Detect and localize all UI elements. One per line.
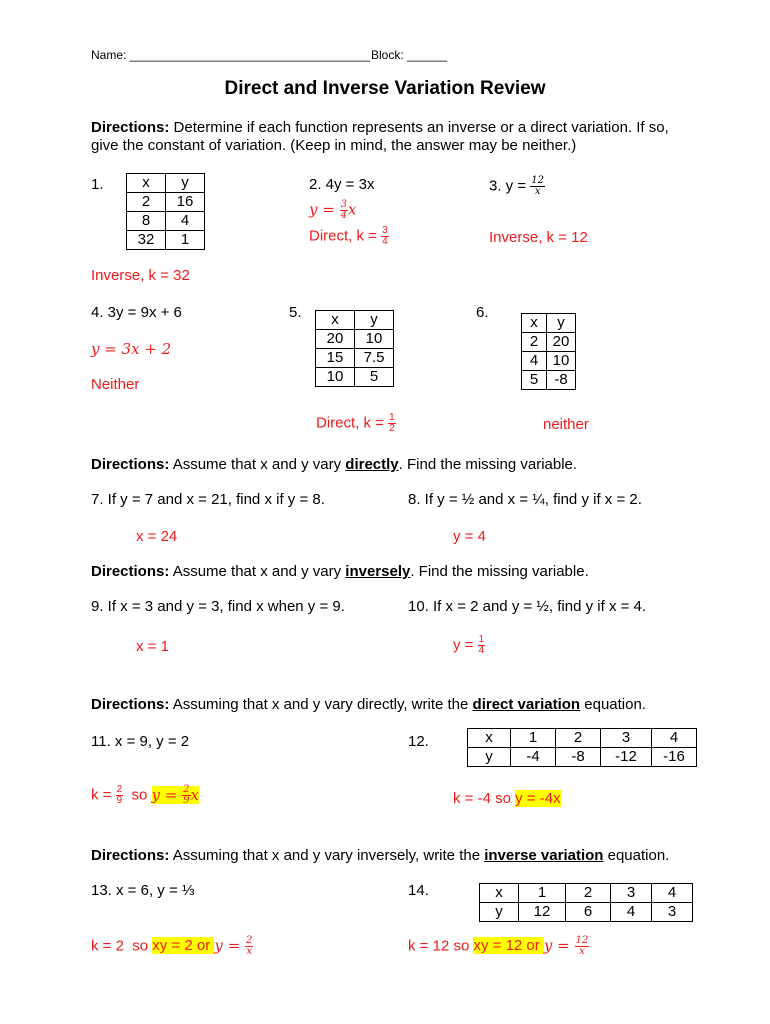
problem-1-number: 1. [91,176,104,193]
problem-5-table: x y 20 10 15 7.5 10 5 [315,310,394,387]
problem-4-work: y = 3x + 2 [91,340,172,358]
problem-3-answer: Inverse, k = 12 [489,229,588,246]
problem-4-answer: Neither [91,376,140,393]
problem-13-answer: k = 2 so xy = 2 or y = $\frac{2}{x}$ [91,935,253,957]
problem-8-answer: y = 4 [453,528,486,545]
problem-6-answer: neither [543,416,589,433]
directions-1-line1: Directions: Determine if each function represents an inverse or a direct variation. If so, [91,119,669,136]
problem-2-answer: Direct, k = $\frac{3}{4}$ [309,225,388,247]
directions-5: Directions: Assuming that x and y vary inversely, write the inverse variation equation. [91,847,670,864]
problem-9-label: 9. If x = 3 and y = 3, find x when y = 9. [91,598,345,615]
problem-7-answer: x = 24 [136,528,178,545]
page-title: Direct and Inverse Variation Review [224,78,546,99]
problem-1-table: x y 2 16 8 4 32 1 [126,173,205,250]
problem-8-label: 8. If y = ½ and x = ¼, find y if x = 2. [408,491,642,508]
problem-4-label: 4. 3y = 9x + 6 [91,304,182,321]
name-field-label: Name: ____________________________________ [91,48,370,62]
problem-10-label: 10. If x = 2 and y = ½, find y if x = 4. [408,598,647,615]
problem-3-label: 3. y = $\frac{12}{x}$ [489,175,545,197]
problem-5-number: 5. [289,304,302,321]
problem-10-answer: y = $\frac{1}{4}$ [453,634,485,656]
problem-14-equation: xy = 12 or [473,937,544,955]
problem-12-label: 12. [408,733,429,750]
block-field-label: Block: ______ [371,48,448,62]
directions-2: Directions: Assume that x and y vary directly. Find the missing variable. [91,456,578,473]
problem-13-equation: xy = 2 or [152,937,215,955]
problem-5-answer: Direct, k = $\frac{1}{2}$ [316,412,395,434]
problem-2-work: y = $\frac{3}{4}$ x [309,199,357,221]
problem-14-answer: k = 12 so xy = 12 or y = $\frac{12}{x}$ [408,935,589,957]
problem-6-number: 6. [476,304,489,321]
problem-12-table: x 1 2 3 4 y -4 -8 -12 -16 [467,728,697,767]
problem-2-label: 2. 4y = 3x [309,176,375,193]
problem-9-answer: x = 1 [136,638,169,655]
directions-1-line2: give the constant of variation. (Keep in mind, the answer may be neither.) [91,137,577,154]
problem-14-table: x 1 2 3 4 y 12 6 4 3 [479,883,693,922]
problem-1-answer: Inverse, k = 32 [91,267,190,284]
problem-13-label: 13. x = 6, y = ⅓ [91,882,195,899]
directions-3: Directions: Assume that x and y vary inversely. Find the missing variable. [91,563,589,580]
directions-lead: Directions: [91,119,170,136]
directions-4: Directions: Assuming that x and y vary directly, write the direct variation equation. [91,696,646,713]
problem-11-answer: k = $\frac{2}{9}$ so y = $\frac{2}{9}$ x [91,784,199,807]
problem-14-label: 14. [408,882,429,899]
problem-12-answer: k = -4 so y = -4x [453,790,561,807]
problem-12-equation: y = -4x [515,790,561,807]
problem-11-label: 11. x = 9, y = 2 [91,733,190,750]
problem-11-equation: y = $\frac{2}{9}$ x [151,784,199,806]
problem-7-label: 7. If y = 7 and x = 21, find x if y = 8. [91,491,325,508]
problem-6-table: x y 2 20 4 10 5 -8 [521,313,576,390]
